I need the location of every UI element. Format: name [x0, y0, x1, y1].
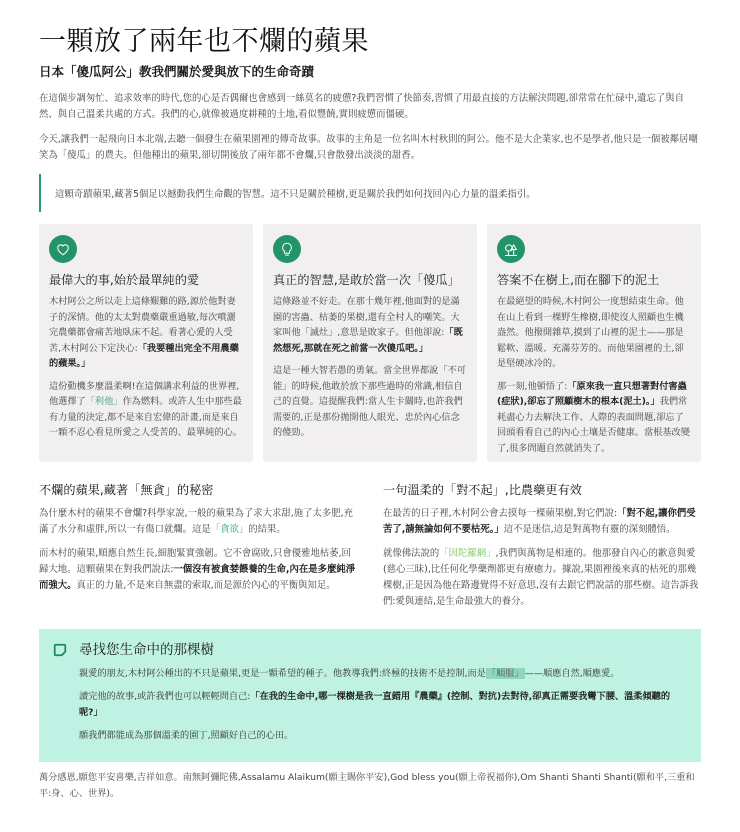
heart-icon: [49, 235, 77, 263]
wisdom-cards: [39, 224, 701, 462]
card-love: [39, 224, 253, 462]
page-title: 一顆放了兩年也不爛的蘋果: [39, 26, 369, 57]
lightbulb-icon: [273, 235, 301, 263]
page-subtitle: 日本「傻瓜阿公」教我們關於愛與放下的生命奇蹟: [39, 64, 315, 79]
callout-header: [53, 641, 687, 659]
section-no-greed: [39, 482, 359, 594]
emphasis: 「原來我一直只想著對付害蟲(症狀),卻忘了照顧樹木的根本(泥土)。」: [497, 380, 687, 407]
card-paragraph: 這是一種大智若愚的勇氣。當全世界都說「不可能」的時候,他敢於放下那些過時的常識,相信自己的直覺。這提醒我們:當人生卡關時,也許我們需要的,正是那份拋開他人眼光、忠於內心信念的傻勁。: [273, 365, 466, 438]
blockquote-text: 這顆奇蹟蘋果,藏著5個足以撼動我們生命觀的智慧。這不只是關於種樹,更是關於我們如何找回內心力量的溫柔指引。: [55, 189, 536, 200]
highlight-term: 「順服」: [486, 668, 524, 679]
note-icon: [53, 643, 67, 657]
card-title: 真正的智慧,是敢於當一次「傻瓜」: [273, 273, 460, 287]
card-paragraph: 在最絕望的時候,木村阿公一度想結束生命。他在山上看到一棵野生橡樹,即使沒人照顧也生機盎然。他撥開雜草,摸到了山裡的泥土——那是鬆軟、溫暖、充滿芬芳的。而他果園裡的土,卻是堅硬冰冷的。: [497, 296, 684, 369]
card-title: 最偉大的事,始於最單純的愛: [49, 273, 200, 287]
intro-paragraph-1: 在這個步調匆忙、追求效率的時代,您的心是否偶爾也會感到一絲莫名的疲憊?我們習慣了快節奏,習慣了用最直接的方法解決問題,卻常常在忙碌中,遺忘了與自然、與自己溫柔共處的方式。我們的心,就像被過度耕種的土地,看似豐饒,實則疲憊而僵硬。: [39, 93, 685, 120]
emphasis: 「對不起,讓你們受苦了,請無論如何不要枯死。」: [383, 508, 696, 535]
section-paragraph: 為什麼木村的蘋果不會爛?科學家說,一般的蘋果為了求大求甜,施了太多肥,充滿了水分和虛胖,所以一有傷口就爛。這是「貪欲」的結果。: [39, 508, 353, 535]
section-paragraph: 就像佛法說的「因陀羅網」,我們與萬物是相連的。他那發自內心的歉意與愛(慈心三昧),比任何化學藥劑都更有療癒力。據說,果園裡後來真的枯死的那幾棵樹,正是因為他在路邊覺得不好意思,沒有去跟它們說話的那些樹。這告訴我們:愛與連結,是生命最強大的養分。: [383, 548, 699, 607]
card-soil: [487, 224, 701, 462]
emphasis: 「既然想死,那就在死之前當一次傻瓜吧。」: [273, 327, 463, 354]
emphasis: 一個沒有被貪婪餵養的生命,內在是多麼純淨而強大。: [39, 564, 356, 591]
card-paragraph: 這條路並不好走。在那十幾年裡,他面對的是滿園的害蟲、枯萎的果樹,還有全村人的嘲笑。大家叫他「滅灶」,意思是敗家子。但他卻說:「既然想死,那就在死之前當一次傻瓜吧。」: [273, 296, 463, 354]
green-term: 「利他」: [85, 396, 123, 407]
callout-paragraph: 親愛的朋友,木村阿公種出的不只是蘋果,更是一顆希望的種子。他教導我們:終極的技術不是控制,而是「順服」——順應自然,順應愛。: [79, 668, 620, 679]
callout-title: 尋找您生命中的那棵樹: [79, 642, 214, 658]
section-heading: 不爛的蘋果,藏著「無貪」的秘密: [39, 483, 214, 497]
section-paragraph: 在最苦的日子裡,木村阿公會去摸每一棵蘋果樹,對它們說:「對不起,讓你們受苦了,請無論如何不要枯死。」這不是迷信,這是對萬物有靈的深刻體悟。: [383, 508, 696, 535]
emphasis: 「在我的生命中,哪一棵樹是我一直錯用『農藥』(控制、對抗)去對待,卻真正需要我彎下腰、溫柔傾聽的呢?」: [79, 691, 671, 718]
blockquote: [39, 174, 701, 212]
trees-icon: [497, 235, 525, 263]
section-heading: 一句溫柔的「對不起」,比農藥更有效: [383, 483, 582, 497]
callout-paragraph: 讀完他的故事,或許我們也可以輕輕問自己:「在我的生命中,哪一棵樹是我一直錯用『農藥』(控制、對抗)去對待,卻真正需要我彎下腰、溫柔傾聽的呢?」: [79, 691, 671, 718]
callout-paragraph: 願我們都能成為那個溫柔的園丁,照顧好自己的心田。: [79, 730, 294, 741]
card-title: 答案不在樹上,而在腳下的泥土: [497, 273, 660, 287]
card-wisdom: [263, 224, 477, 462]
emphasis: 「我要種出完全不用農藥的蘋果。」: [49, 342, 239, 369]
card-paragraph: 這份動機多麼溫柔啊!在這個講求利益的世界裡,他選擇了「利他」作為燃料。或許人生中那些最有力量的決定,都不是來自宏偉的計畫,而是來自一顆不忍心看見所愛之人受苦的、最單純的心。: [49, 380, 242, 438]
intro-paragraph-2: 今天,讓我們一起飛向日本北端,去聽一個發生在蘋果園裡的傳奇故事。故事的主角是一位名叫木村秋則的阿公。他不是大企業家,也不是學者,他只是一個被鄰居嘲笑為「傻瓜」的農夫。但他種出的蘋果,卻切開後放了兩年都不會爛,只會散發出淡淡的甜香。: [39, 134, 698, 161]
green-term: 「因陀羅網」: [439, 548, 496, 559]
card-paragraph: 木村阿公之所以走上這條艱難的路,源於他對妻子的深情。他的太太對農藥嚴重過敏,每次噴灑完農藥都會痛苦地臥床不起。看著心愛的人受苦,木村阿公下定決心:「我要種出完全不用農藥的蘋果。」: [49, 296, 239, 369]
section-sorry: [383, 482, 703, 610]
callout-box: [39, 629, 701, 762]
section-paragraph: 而木村的蘋果,順應自然生長,細胞緊實強韌。它不會腐敗,只會優雅地枯萎,回歸大地。這顆蘋果在對我們說法:一個沒有被貪婪餵養的生命,內在是多麼純淨而強大。真正的力量,不是來自無盡的索取,而是源於內心的平衡與知足。: [39, 548, 356, 591]
card-paragraph: 那一刻,他頓悟了:「原來我一直只想著對付害蟲(症狀),卻忘了照顧樹木的根本(泥土)。」我們常耗盡心力去解決工作、人際的表面問題,卻忘了回頭看看自己的內心土壤是否健康。當根基改變了,很多問題自然就消失了。: [497, 380, 690, 454]
closing-blessing: 萬分感恩,願您平安喜樂,吉祥如意。南無阿彌陀佛,Assalamu Alaikum(願主賜你平安),God bless you(願上帝祝福你),Om Shanti Shanti Shanti(願和平,三重和平:身、心、世界)。: [39, 772, 695, 799]
green-term: 「貪欲」: [210, 524, 249, 535]
